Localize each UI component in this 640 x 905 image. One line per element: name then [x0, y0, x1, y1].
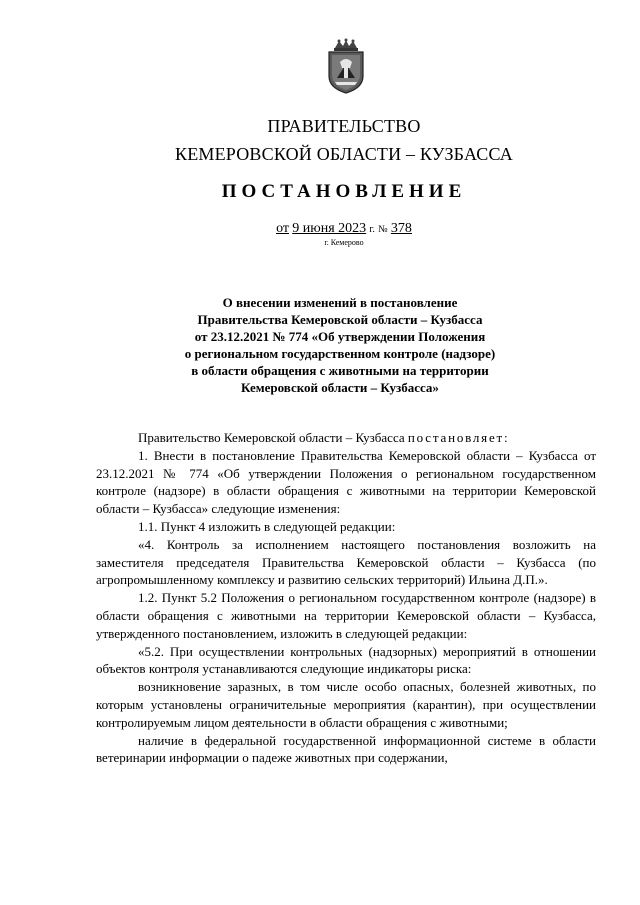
year-suffix: г.	[369, 224, 375, 235]
org-name-line-1: ПРАВИТЕЛЬСТВО	[267, 116, 421, 136]
intro-text: Правительство Кемеровской области – Кузбасса	[138, 430, 405, 445]
date-number-line	[24, 220, 640, 237]
body-paragraph: «5.2. При осуществлении контрольных (надзорных) мероприятий в отношении объектов контроля устанавливаются следующие индикаторы риска:	[96, 643, 596, 677]
org-name-line-2: КЕМЕРОВСКОЙ ОБЛАСТИ – КУЗБАССА	[175, 144, 513, 164]
city-name: г. Кемерово	[324, 238, 364, 247]
document-type: ПОСТАНОВЛЕНИЕ	[221, 181, 467, 202]
document-number: 378	[390, 221, 412, 236]
title-line: Кемеровской области – Кузбасса»	[241, 380, 439, 395]
body-paragraph: 1.2. Пункт 5.2 Положения о региональном государственном контроле (надзоре) в области обращения с животными на территории Кемеровской области – Кузбасса, утвержденного постановлением, изложить в следующей редакции:	[96, 590, 596, 641]
title-line: О внесении изменений в постановление	[222, 295, 458, 310]
body-paragraph: 1. Внести в постановление Правительства Кемеровской области – Кузбасса от 23.12.2021 № 774 «Об утверждении Положения о региональном государственном контроле (надзоре) в области обращения с животными на территории Кемеровской области – Кузбасса» следующие изменения:	[96, 447, 596, 517]
document-date: 9 июня 2023	[292, 221, 367, 236]
intro-resolves: постановляет:	[407, 430, 510, 445]
body-paragraph: «4. Контроль за исполнением настоящего постановления возложить на заместителя председателя Правительства Кемеровской области – Кузбасса (по агропромышленному комплексу и развитию сельских территорий) Ильина Д.П.».	[96, 536, 596, 588]
title-line: от 23.12.2021 № 774 «Об утверждении Положения	[194, 329, 486, 344]
body-paragraph: возникновение заразных, в том числе особо опасных, болезней животных, по которым установлены ограничительные мероприятия (карантин), при осуществлении контролируемым лицом деятельности в области обращения с животными;	[96, 679, 596, 730]
title-line: о региональном государственном контроле (надзоре)	[184, 346, 496, 361]
body-paragraph: 1.1. Пункт 4 изложить в следующей редакции:	[138, 518, 396, 534]
date-prefix: от	[276, 221, 289, 236]
coat-of-arms-emblem-icon	[323, 38, 369, 94]
body-paragraph: наличие в федеральной государственной информационной системе в области ветеринарии информации о падеже животных при содержании,	[96, 732, 596, 766]
title-line: Правительства Кемеровской области – Кузбасса	[197, 312, 483, 327]
number-sign: №	[378, 224, 388, 235]
document-title	[150, 294, 530, 396]
title-line: в области обращения с животными на территории	[191, 363, 489, 378]
document-body	[96, 429, 596, 767]
body-paragraph-intro	[96, 429, 596, 447]
